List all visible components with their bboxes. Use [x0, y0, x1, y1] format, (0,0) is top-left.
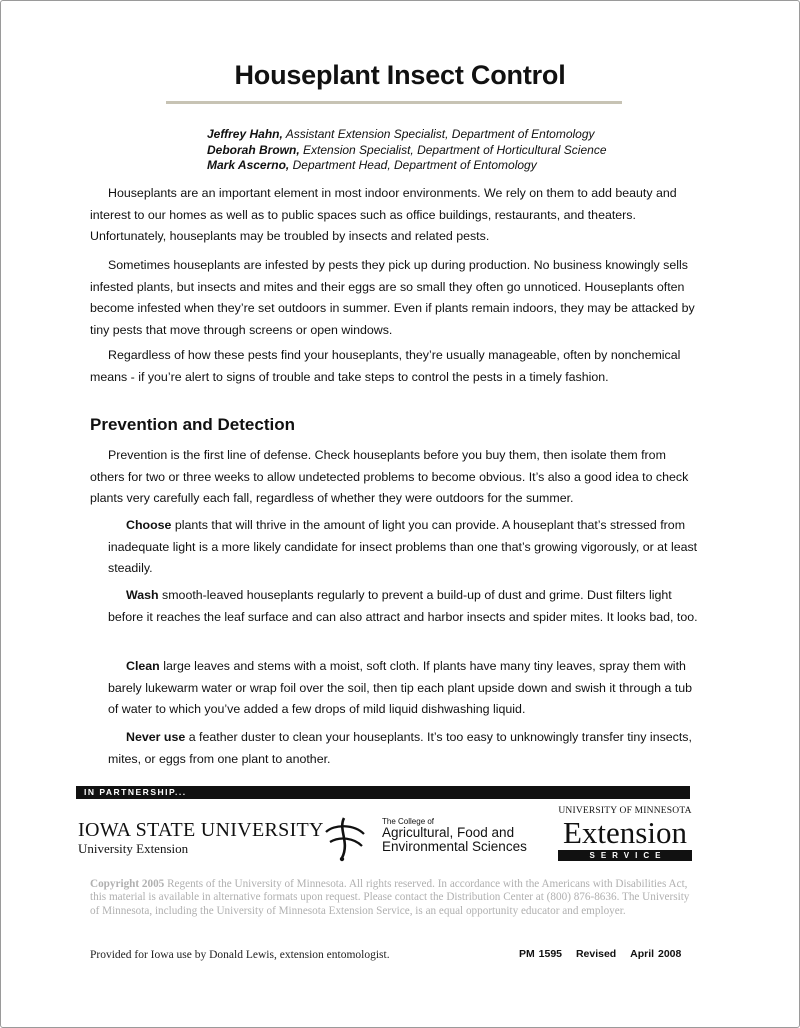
tip-text: large leaves and stems with a moist, soft cloth. If plants have many tiny leaves, spray them with barely lukewarm water or wrap foil over the soil, then tip each plant upside down and swish it through a tub of water to which you’ve added a few drops of mild liquid dishwashing liquid.	[108, 659, 693, 716]
umn-extension-text: Extension	[563, 815, 687, 850]
tip-lead: Clean	[126, 659, 160, 673]
author-role: Assistant Extension Specialist, Department of Entomology	[285, 127, 595, 141]
isu-name: IOWA STATE UNIVERSITY	[78, 819, 324, 841]
publication-info	[519, 948, 681, 960]
tip-paragraph	[108, 585, 700, 628]
section-paragraph: Prevention is the first line of defense. Check houseplants before you buy them, then isolate them from others for two or three weeks to allow undetected problems to become obvious. It’s also a good idea to check plants very carefully each fall, regardless of whether they were outdoors for the summer.	[90, 448, 689, 505]
author-role: Department Head, Department of Entomology	[292, 158, 537, 172]
author-line	[207, 127, 607, 143]
umn-service-band: SERVICE	[558, 850, 692, 861]
intro-paragraph: Houseplants are an important element in most indoor environments. We rely on them to add beauty and interest to our homes as well as to public spaces such as office buildings, restaurants, and theaters. Unfortunately, houseplants may be troubled by insects and related pests.	[90, 186, 677, 243]
tip-paragraph	[108, 727, 700, 770]
provided-by: Provided for Iowa use by Donald Lewis, extension entomologist.	[90, 949, 390, 961]
cals-line: The College of	[382, 817, 435, 826]
document-title: Houseplant Insect Control	[234, 60, 566, 90]
copyright-notice	[90, 878, 690, 918]
pub-number: PM 1595	[519, 948, 563, 960]
intro-paragraph: Regardless of how these pests find your houseplants, they’re usually manageable, often by nonchemical means - if you’re alert to signs of trouble and take steps to control the pests in a timely fashion.	[90, 348, 681, 384]
pub-status: Revised	[575, 948, 617, 960]
tip-lead: Never use	[126, 730, 186, 744]
section-heading: Prevention and Detection	[90, 415, 295, 434]
tip-lead: Choose	[126, 518, 172, 532]
author-name: Deborah Brown,	[207, 142, 300, 157]
title-underline	[166, 101, 622, 104]
isu-sub: University Extension	[78, 841, 189, 856]
tip-text: plants that will thrive in the amount of light you can provide. A houseplant that’s stressed from inadequate light is a more likely candidate for insect problems than one that’s growing vigorously, or at least steadily.	[108, 518, 698, 575]
umn-top-text: UNIVERSITY OF MINNESOTA	[558, 806, 692, 816]
cals-emblem-icon	[320, 812, 370, 862]
copyright-text: Regents of the University of Minnesota. All rights reserved. In accordance with the Americans with Disabilities Act, this material is available in alternative formats upon request. Please contact the Distribution Center at (800) 876-8636. The University of Minnesota, including the University of Minnesota Extension Service, is an equal opportunity educator and employer.	[90, 878, 690, 917]
iowa-state-logo	[78, 819, 324, 857]
intro-paragraph: Sometimes houseplants are infested by pests they pick up during production. No business knowingly sells infested plants, but insects and mites and their eggs are so small they often go unnoticed. Houseplants often become infested when they’re set outdoors in summer. Even if plants remain indoors, they may be attacked by tiny pests that move through screens or open windows.	[90, 258, 695, 337]
author-list	[207, 127, 607, 174]
cals-line: Agricultural, Food and	[382, 825, 515, 840]
author-line	[207, 158, 607, 174]
tip-paragraph	[108, 656, 700, 721]
cals-logo	[320, 808, 540, 863]
tip-paragraph	[108, 515, 700, 580]
author-name: Jeffrey Hahn,	[207, 127, 283, 141]
cals-line: Environmental Sciences	[382, 839, 527, 854]
tip-text: a feather duster to clean your houseplants. It’s too easy to unknowingly transfer tiny insects, mites, or eggs from one plant to another.	[108, 730, 692, 766]
author-line	[207, 143, 607, 159]
cals-text	[382, 817, 527, 854]
pub-date: April 2008	[630, 948, 682, 960]
tip-lead: Wash	[126, 588, 159, 602]
author-name: Mark Ascerno,	[207, 158, 290, 172]
umn-extension-logo	[558, 806, 692, 861]
tip-text: smooth-leaved houseplants regularly to prevent a build-up of dust and grime. Dust filters light before it reaches the leaf surface and can also attract and harbor insects and spider mites. It looks bad, too.	[108, 588, 698, 624]
copyright-lead: Copyright 2005	[90, 878, 165, 890]
author-role: Extension Specialist, Department of Horticultural Science	[303, 142, 607, 157]
partnership-bar: IN PARTNERSHIP...	[76, 786, 690, 799]
